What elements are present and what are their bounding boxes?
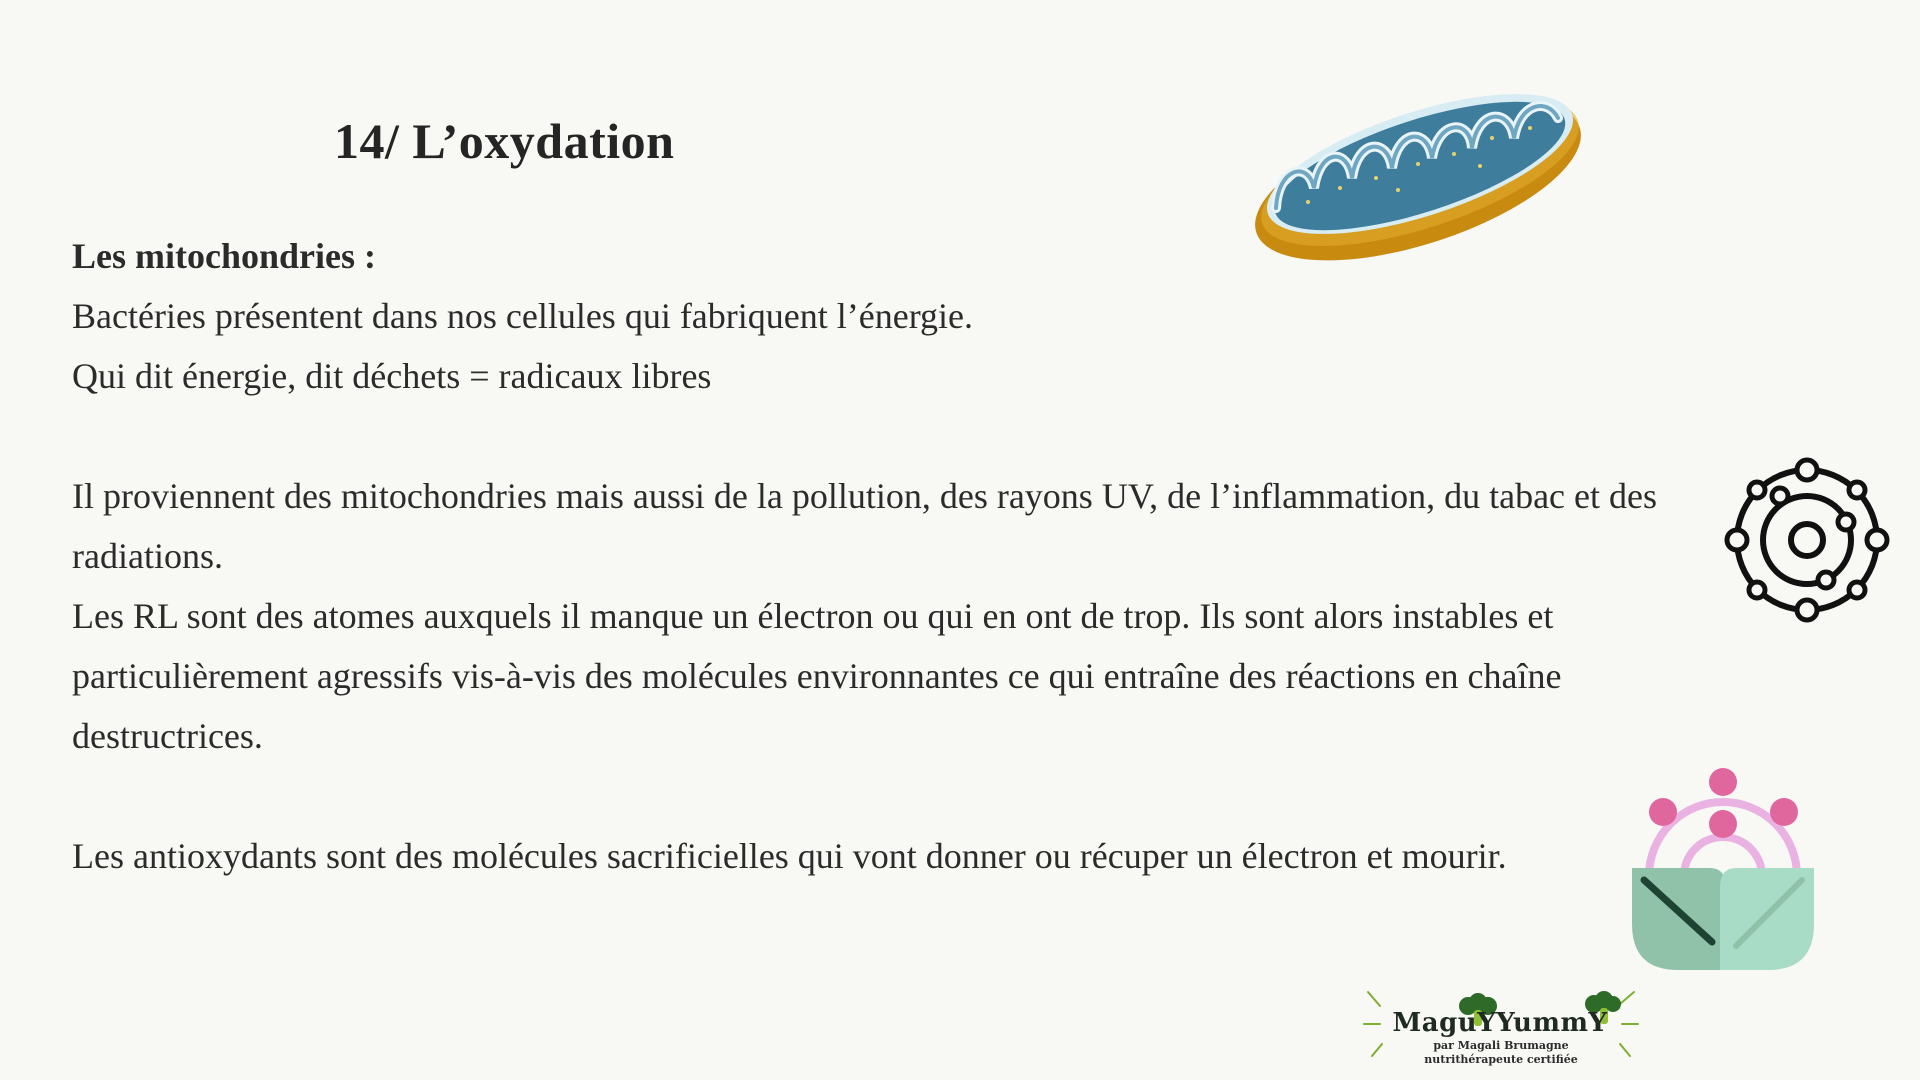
logo-tagline: nutrithérapeute certifiée xyxy=(1424,1053,1578,1066)
page-title: 14/ L’oxydation xyxy=(334,113,675,169)
mitochondria-illustration xyxy=(1248,68,1594,272)
paragraph-sources: Il proviennent des mitochondries mais aussi de la pollution, des rayons UV, de l’inflammation, du tabac et des radiations. xyxy=(72,476,1658,576)
paragraph-free-radicals: Les RL sont des atomes auxquels il manque un électron ou qui en ont de trop. Ils sont alors instables et particulièrement agressifs vis-à-vis des molécules environnantes ce qui entraîne des réactions en chaîne destructrices. xyxy=(72,596,1562,756)
leaf-atom-icon xyxy=(1626,764,1820,974)
paragraph-antioxidants: Les antioxydants sont des molécules sacrificielles qui vont donner ou récuper un électron et mourir. xyxy=(72,836,1507,876)
atom-icon xyxy=(1722,452,1892,628)
brand-logo xyxy=(1358,982,1644,1068)
spacer xyxy=(72,766,1752,826)
section-heading: Les mitochondries : xyxy=(72,236,376,276)
paragraph-waste: Qui dit énergie, dit déchets = radicaux libres xyxy=(72,356,712,396)
slide-body xyxy=(72,226,1752,886)
paragraph-definition: Bactéries présentent dans nos cellules qui fabriquent l’énergie. xyxy=(72,296,974,336)
logo-name: MaguYYummY xyxy=(1392,1008,1608,1038)
logo-subtitle: par Magali Brumagne xyxy=(1433,1039,1569,1052)
spacer xyxy=(72,406,1752,466)
